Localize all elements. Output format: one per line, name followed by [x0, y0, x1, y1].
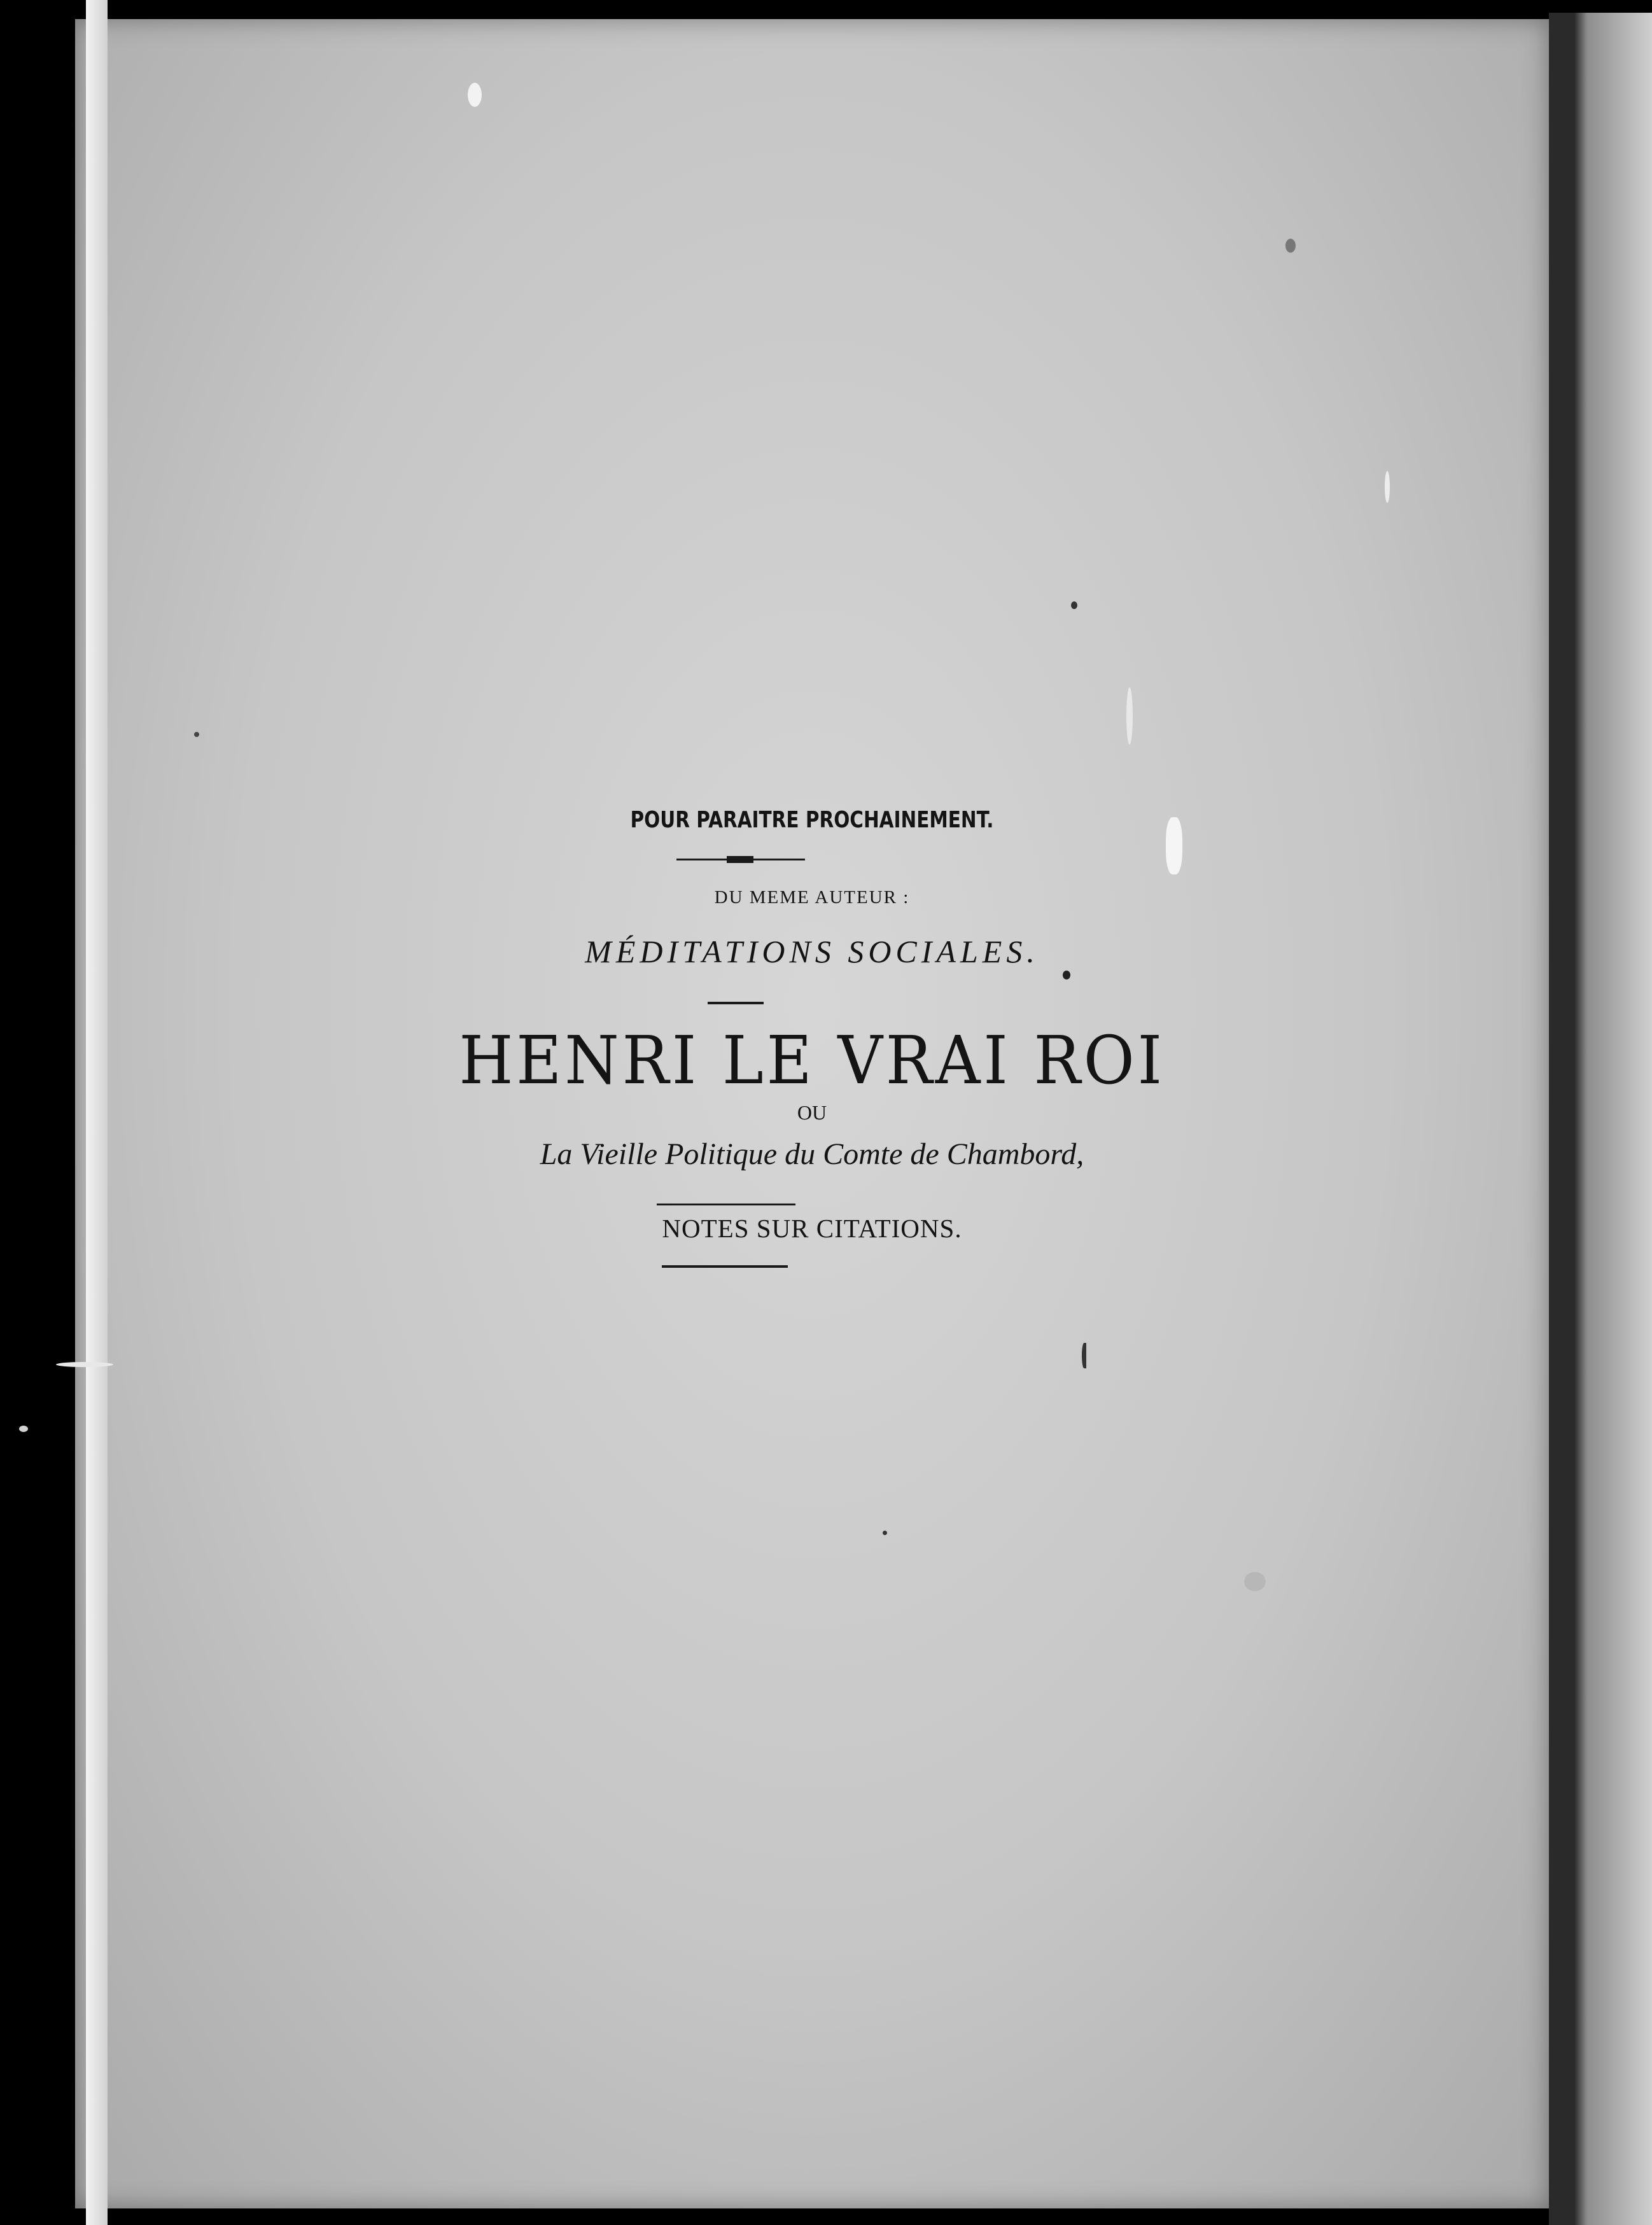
notes-line: NOTES SUR CITATIONS.: [662, 1214, 962, 1243]
author-line: DU MEME AUTEUR :: [714, 887, 910, 908]
announcement-line: POUR PARAITRE PROCHAINEMENT.: [630, 807, 994, 833]
speck: [194, 732, 199, 737]
subtitle: La Vieille Politique du Comte de Chambord,: [540, 1137, 1084, 1171]
speck: [1126, 687, 1133, 745]
separator-rule: [657, 1204, 795, 1205]
conjunction-word: OU: [797, 1101, 827, 1124]
speck: [1244, 1572, 1266, 1591]
speck: [468, 83, 482, 107]
speck: [1071, 601, 1077, 609]
main-title: HENRI LE VRAI ROI: [459, 1021, 1165, 1099]
speck: [1385, 471, 1390, 503]
separator-rule: [708, 1002, 764, 1004]
work-title: MÉDITATIONS SOCIALES.: [585, 934, 1039, 969]
adjacent-page-edge: [1549, 13, 1652, 2225]
speck: [1063, 971, 1070, 979]
speck: [56, 1362, 113, 1367]
decorative-rule-center: [727, 856, 753, 863]
speck: [1082, 1343, 1086, 1368]
speck: [19, 1426, 28, 1432]
closing-rule: [662, 1265, 788, 1268]
speck: [883, 1531, 887, 1535]
speck: [1285, 239, 1296, 253]
